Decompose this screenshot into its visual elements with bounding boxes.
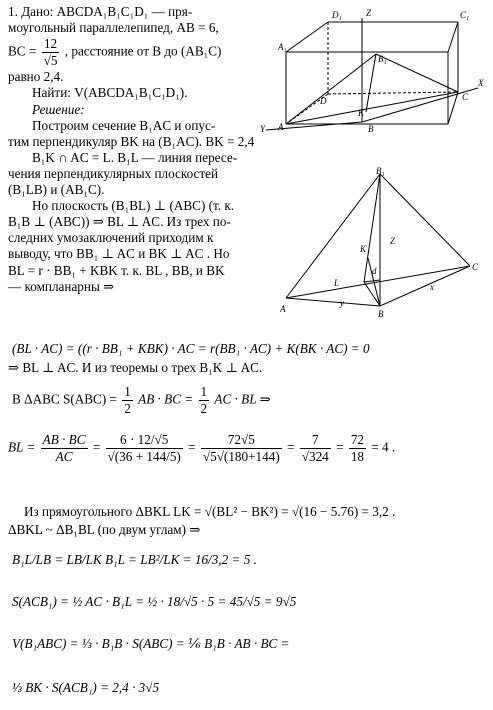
given-line-3: BC = $\frac{12}{√5}$ , расстояние от B до (AB₁C) — [8, 36, 222, 69]
fig1-label-x: X — [478, 78, 484, 88]
fig1-label-c1: C₁ — [460, 10, 470, 20]
fig1-label-a1: A₁ — [278, 42, 287, 52]
fig2-label-y: y — [340, 298, 344, 308]
given-line-1: 1. Дано: ABCDA₁B₁C₁D₁ — пря- — [8, 4, 193, 19]
fig1-label-b: B — [368, 124, 374, 134]
fig2-label-b: B — [378, 309, 384, 318]
bc-fraction: $\frac{12}{√5}$ — [43, 36, 58, 69]
equation-6: B₁L/LB = LB/LK B₁L = LB²/LK = 16/3,2 = 5 . — [12, 552, 257, 567]
fig2-label-l: L — [334, 278, 340, 288]
equation-2: ⇒ BL ⊥ AC. И из теоремы о трех B₁K ⊥ AC. — [8, 360, 263, 375]
fig1-label-a: A — [278, 122, 284, 132]
para-3b: B₁B ⊥ (ABC)) ⇒ BL ⊥ AC. Из трех по- — [8, 214, 231, 230]
para-2c: (B₁LB) и (AB₁C). — [8, 182, 105, 198]
fig1-label-k: K — [358, 108, 365, 118]
equation-5: Из прямоугольного ΔBKL LK = √(BL² − BK²) = √(16 − 5.76) = 3,2 . — [24, 504, 396, 519]
problem-statement — [8, 4, 260, 295]
fig1-label-z: Z — [366, 8, 372, 18]
fig1-label-d: D — [320, 96, 327, 106]
given-line-2: моугольный параллелепипед, AB = 6, — [8, 20, 219, 36]
given-line-4: равно 2,4. — [8, 69, 64, 85]
fig2-label-k: K — [360, 244, 367, 254]
para-3e: BL = r · BB₁ + KBK т. к. BL , BB, и BK — [8, 262, 225, 278]
para-3d: выводу, что BB₁ ⊥ AC и BK ⊥ AC . Но — [8, 246, 230, 262]
equation-8: V(B₁ABC) = ⅓ · B₁B · S(ABC) = ⅙ B₁B · AB · BC = — [12, 636, 290, 651]
tetrahedron-figure — [280, 166, 485, 318]
find-line: Найти: V(ABCDA₁B₁C₁D₁). — [32, 85, 188, 101]
fig2-label-c: C — [472, 262, 479, 272]
parallelepiped-figure — [258, 4, 490, 134]
solution-heading: Решение: — [32, 101, 85, 117]
fig2-label-a: A — [280, 304, 286, 314]
fig2-label-b1: B₁ — [376, 166, 385, 176]
equation-7: S(ACB₁) = ½ AC · B₁L = ½ · 18/√5 · 5 = 45/√5 = 9√5 — [12, 594, 297, 609]
fig1-label-c: C — [462, 92, 469, 102]
fig1-label-b1: B₁ — [378, 54, 387, 64]
para-3f: — компланарны ⇒ — [8, 278, 115, 294]
fig2-label-d: d — [372, 266, 377, 276]
equation-5b: ΔBKL ~ ΔB₁BL (по двум углам) ⇒ — [8, 522, 201, 537]
para-1a: Построим сечение B₁AC и опус- — [32, 117, 216, 133]
equation-9: ⅓ BK · S(ACB₁) = 2,4 · 3√5 — [12, 680, 160, 695]
fig1-label-d1: D₁ — [332, 10, 342, 20]
para-1b: тим перпендикуляр BK на (B₁AC). BK = 2,4 — [8, 133, 255, 149]
equation-1: (BL · AC) = ((r · BB₁ + KBK) · AC = r(BB₁ · AC) + K(BK · AC) = 0 — [12, 341, 370, 356]
para-3c: следних умозаключений приходим к — [8, 230, 214, 246]
fig2-label-x: x — [430, 282, 434, 292]
fig1-label-y: Y — [260, 124, 266, 134]
para-2a: B₁K ∩ AC = L. B₁L — линия пересе- — [32, 149, 238, 165]
para-2b: чения перпендикулярных плоскостей — [8, 165, 219, 181]
equation-4: BL = $\frac{AB \cdot BC}{AC}$ = $\frac{6 \cdot 12/√5}{√(36 + 144/5)}$ = $\frac{72√5}{√5√(180+144)}$ = $\frac{7}{√324}$ = $\frac{72}{18}$ = 4 . — [8, 432, 396, 465]
equation-3: В ΔABC S(ABC) = $\frac{1}{2}$ AB · BC = $\frac{1}{2}$ AC · BL ⇒ — [12, 384, 271, 417]
fig2-label-z: Z — [390, 236, 396, 246]
para-3a: Но плоскость (B₁BL) ⊥ (ABC) (т. к. — [32, 198, 235, 214]
